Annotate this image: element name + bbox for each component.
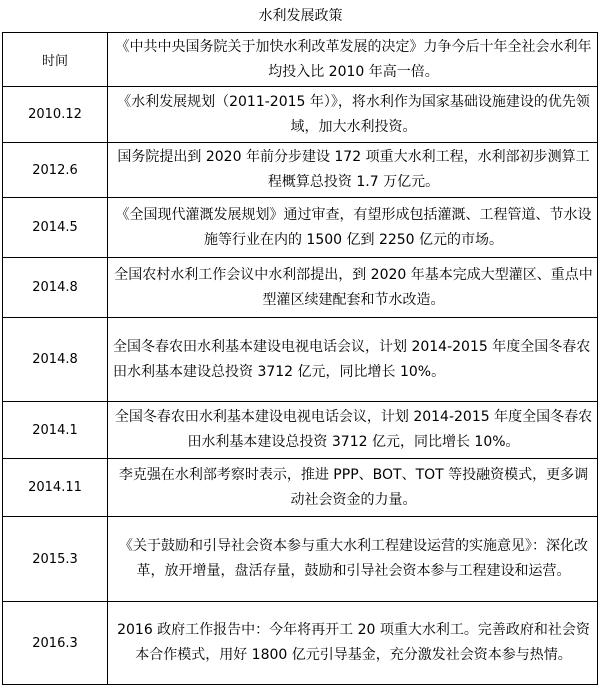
table-row bbox=[3, 459, 598, 517]
table-cell-content: 全国冬春农田水利基本建设电视电话会议，计划 2014-2015 年度全国冬春农田水利基本建设总投资 3712 亿元，同比增长 10%。 bbox=[108, 402, 598, 459]
table-cell-date: 2012.6 bbox=[3, 143, 108, 198]
table-cell-content: 《水利发展规划（2011-2015 年）》，将水利作为国家基础设施建设的优先领域，加大水利投资。 bbox=[108, 87, 598, 143]
table-cell-content: 《中共中央国务院关于加快水利改革发展的决定》力争今后十年全社会水利年均投入比 2010 年高一倍。 bbox=[108, 33, 598, 87]
table-cell-content: 全国冬春农田水利基本建设电视电话会议，计划 2014-2015 年度全国冬春农田水利基本建设总投资 3712 亿元，同比增长 10%。 bbox=[108, 318, 598, 402]
date-column-header: 时间 bbox=[3, 33, 108, 87]
table-cell-content: 李克强在水利部考察时表示，推进 PPP、BOT、TOT 等投融资模式，更多调动社会资金的力量。 bbox=[108, 459, 598, 517]
table-cell-date: 2014.5 bbox=[3, 198, 108, 258]
table-row bbox=[3, 602, 598, 685]
table-row bbox=[3, 517, 598, 602]
table-cell-date: 2010.12 bbox=[3, 87, 108, 143]
table-cell-date: 2016.3 bbox=[3, 602, 108, 685]
table-row bbox=[3, 258, 598, 318]
document-title: 水利发展政策 bbox=[258, 8, 343, 24]
table-cell-date: 2014.1 bbox=[3, 402, 108, 459]
table-cell-content: 2016 政府工作报告中：今年将再开工 20 项重大水利工。完善政府和社会资本合作模式，用好 1800 亿元引导基金，充分激发社会资本参与热情。 bbox=[108, 602, 598, 685]
table-cell-content: 《关于鼓励和引导社会资本参与重大水利工程建设运营的实施意见》：深化改革，放开增量，盘活存量，鼓励和引导社会资本参与工程建设和运营。 bbox=[108, 517, 598, 602]
table-cell-date: 2015.3 bbox=[3, 517, 108, 602]
policy-table bbox=[2, 32, 598, 685]
table-cell-date: 2014.8 bbox=[3, 318, 108, 402]
table-row bbox=[3, 318, 598, 402]
table-cell-date: 2014.11 bbox=[3, 459, 108, 517]
table-row bbox=[3, 87, 598, 143]
table-cell-content: 国务院提出到 2020 年前分步建设 172 项重大水利工程，水利部初步测算工程概算总投资 1.7 万亿元。 bbox=[108, 143, 598, 198]
table-row bbox=[3, 198, 598, 258]
table-row bbox=[3, 402, 598, 459]
table-row bbox=[3, 143, 598, 198]
table-cell-content: 《全国现代灌溉发展规划》通过审查，有望形成包括灌溉、工程管道、节水设施等行业在内的 1500 亿到 2250 亿元的市场。 bbox=[108, 198, 598, 258]
table-cell-content: 全国农村水利工作会议中水利部提出，到 2020 年基本完成大型灌区、重点中型灌区续建配套和节水改造。 bbox=[108, 258, 598, 318]
table-cell-date: 2014.8 bbox=[3, 258, 108, 318]
table-header-row bbox=[3, 33, 598, 87]
